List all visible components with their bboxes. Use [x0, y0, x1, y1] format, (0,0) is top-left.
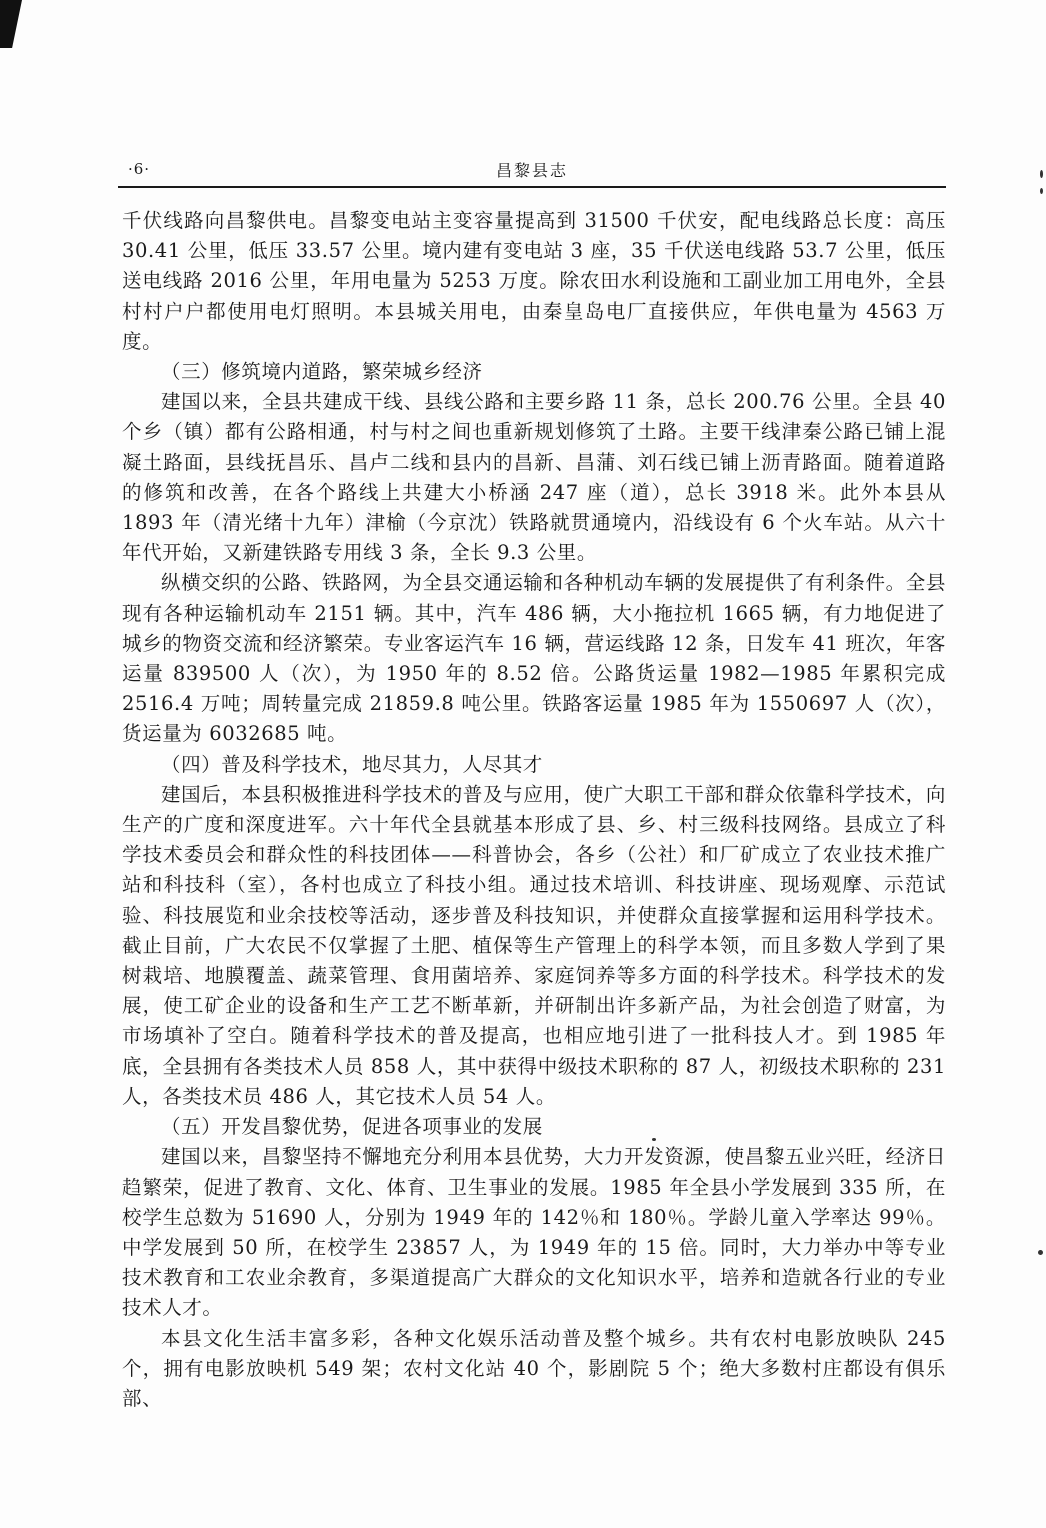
scan-artifact-dot: [1040, 170, 1043, 178]
body-text: [122, 206, 946, 1414]
section-heading-four: （四）普及科学技术，地尽其力，人尽其才: [161, 752, 543, 776]
paragraph: 建国后，本县积极推进科学技术的普及与应用，使广大职工干部和群众依靠科学技术，向生产的广度和深度进军。六十年代全县就基本形成了县、乡、村三级科技网络。县成立了科学技术委员会和群众性的科技团体——科普协会，各乡（公社）和厂矿成立了农业技术推广站和科技科（室），各村也成立了科技小组。通过技术培训、科技讲座、现场观摩、示范试验、科技展览和业余技校等活动，逐步普及科技知识，并使群众直接掌握和运用科学技术。截止目前，广大农民不仅掌握了土肥、植保等生产管理上的科学本领，而且多数人学到了果树栽培、地膜覆盖、蔬菜管理、食用菌培养、家庭饲养等多方面的科学技术。科学技术的发展，使工矿企业的设备和生产工艺不断革新，并研制出许多新产品，为社会创造了财富，为市场填补了空白。随着科学技术的普及提高，也相应地引进了一批科技人才。到 1985 年底，全县拥有各类技术人员 858 人，其中获得中级技术职称的 87 人，初级技术职称的 231 人，各类技术员 486 人，其它技术人员 54 人。: [122, 782, 946, 1108]
running-title: 昌黎县志: [495, 161, 568, 180]
page-number: ·6·: [128, 160, 151, 178]
paragraph-continued: 千伏线路向昌黎供电。昌黎变电站主变容量提高到 31500 千伏安，配电线路总长度：高压 30.41 公里，低压 33.57 公里。境内建有变电站 3 座，35 千伏送电线路 53.7 公里，低压送电线路 2016 公里，年用电量为 5253 万度。除农田水利设施和工副业加工用电外，全县村村户户都使用电灯照明。本县城关用电，由秦皇岛电厂直接供应，年供电量为 4563 万度。: [122, 209, 946, 353]
scan-artifact-dot: [1038, 1250, 1043, 1255]
section-heading-five: （五）开发昌黎优势，促进各项事业的发展: [161, 1115, 543, 1139]
paragraph: 建国以来，全县共建成干线、县线公路和主要乡路 11 条，总长 200.76 公里。全县 40 个乡（镇）都有公路相通，村与村之间也重新规划修筑了土路。主要干线津秦公路已铺上混凝土路面，县线抚昌乐、昌卢二线和县内的昌新、昌蒲、刘石线已铺上沥青路面。随着道路的修筑和改善，在各个路线上共建大小桥涵 247 座（道），总长 3918 米。此外本县从 1893 年（清光绪十九年）津榆（今京沈）铁路就贯通境内，沿线设有 6 个火车站。从六十年代开始，又新建铁路专用线 3 条，全长 9.3 公里。: [122, 390, 946, 565]
paragraph: 本县文化生活丰富多彩，各种文化娱乐活动普及整个城乡。共有农村电影放映队 245 个，拥有电影放映机 549 架；农村文化站 40 个，影剧院 5 个；绝大多数村庄都设有俱乐部、: [122, 1326, 946, 1410]
header-rule: [118, 186, 946, 188]
scan-artifact-mark: [0, 0, 22, 48]
scan-artifact-dot: [1040, 188, 1043, 194]
paragraph: 建国以来，昌黎坚持不懈地充分利用本县优势，大力开发资源，使昌黎五业兴旺，经济日趋繁荣，促进了教育、文化、体育、卫生事业的发展。1985 年全县小学发展到 335 所，在校学生总数为 51690 人，分别为 1949 年的 142％和 180％。学龄儿童入学率达 99％。中学发展到 50 所，在校学生 23857 人，为 1949 年的 15 倍。同时，大力举办中等专业技术教育和工农业余教育，多渠道提高广大群众的文化知识水平，培养和造就各行业的专业技术人才。: [122, 1145, 946, 1320]
paragraph: 纵横交织的公路、铁路网，为全县交通运输和各种机动车辆的发展提供了有利条件。全县现有各种运输机动车 2151 辆。其中，汽车 486 辆，大小拖拉机 1665 辆，有力地促进了城乡的物资交流和经济繁荣。专业客运汽车 16 辆，营运线路 12 条，日发车 41 班次，年客运量 839500 人（次），为 1950 年的 8.52 倍。公路货运量 1982—1985 年累积完成 2516.4 万吨；周转量完成 21859.8 吨公里。铁路客运量 1985 年为 1550697 人（次），货运量为 6032685 吨。: [122, 571, 946, 746]
page-header: [118, 150, 946, 186]
section-heading-three: （三）修筑境内道路，繁荣城乡经济: [161, 360, 483, 384]
